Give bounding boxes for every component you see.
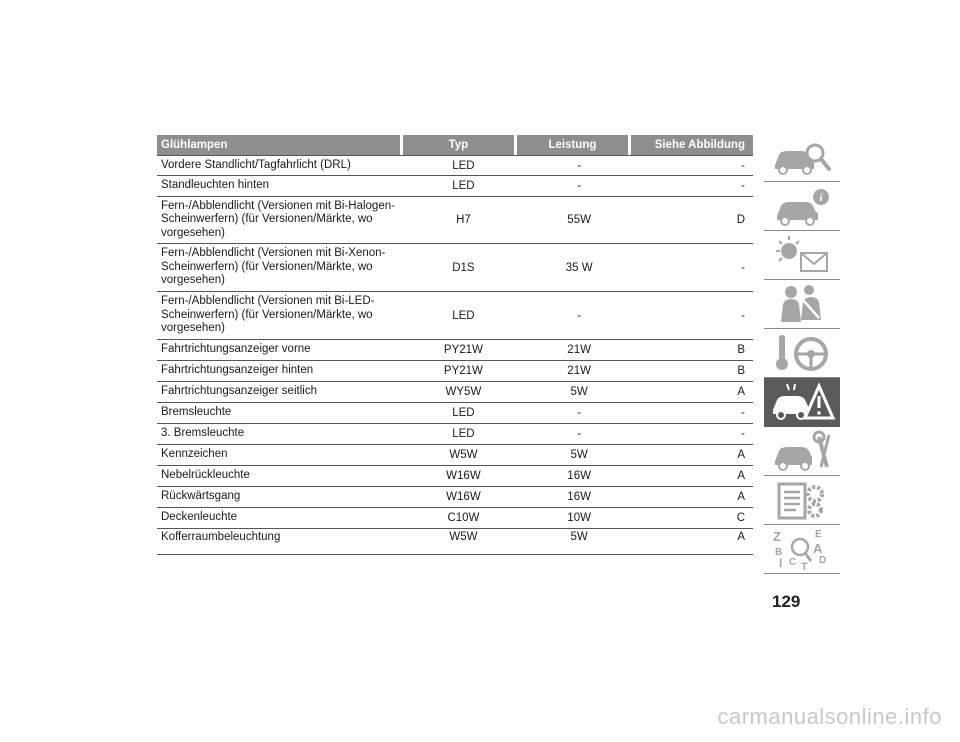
- bulb-power: 21W: [567, 365, 591, 377]
- bulb-figure: A: [737, 449, 745, 461]
- bulb-figure: D: [736, 214, 745, 226]
- bulb-power: 5W: [570, 386, 588, 398]
- table-row: [157, 382, 753, 403]
- index-letter: E: [815, 529, 822, 540]
- bulb-power: -: [577, 159, 582, 172]
- tab-safety[interactable]: [764, 280, 840, 329]
- table-row: [157, 155, 753, 176]
- bulb-power: 5W: [570, 449, 588, 461]
- alphabetical-index-icon: [767, 527, 837, 571]
- table-row: [157, 403, 753, 424]
- bulb-type: LED: [452, 407, 475, 419]
- warning-light-message-icon: [767, 233, 837, 277]
- bulb-power: 10W: [567, 512, 591, 524]
- table-row: [157, 424, 753, 445]
- header-bulbs: Glühlampen: [157, 135, 400, 155]
- table-row: [157, 340, 753, 361]
- bulb-type: W5W: [449, 449, 478, 461]
- bulb-power: 21W: [567, 344, 591, 356]
- tab-emergency[interactable]: [764, 378, 840, 427]
- table-row: [157, 529, 753, 555]
- bulb-type: H7: [456, 214, 471, 226]
- bulb-type: PY21W: [443, 344, 483, 356]
- bulb-type: LED: [452, 159, 475, 172]
- index-letter: D: [819, 555, 827, 566]
- bulb-figure: B: [737, 344, 745, 356]
- table-row: [157, 445, 753, 466]
- bulb-power: -: [577, 309, 582, 322]
- bulb-power: 55W: [567, 214, 591, 226]
- header-type: Typ: [403, 135, 514, 155]
- bulb-name: 3. Bremsleuchte: [161, 427, 245, 440]
- table-row: [157, 244, 753, 292]
- car-wrench-icon: [767, 429, 837, 473]
- index-letter: T: [801, 561, 808, 571]
- bulb-name: Kofferraumbeleuchtung: [161, 531, 281, 543]
- tab-starting-driving[interactable]: [764, 329, 840, 378]
- page-number: 129: [772, 592, 801, 611]
- bulb-name: Fahrtrichtungsanzeiger vorne: [161, 343, 311, 356]
- bulb-power: 16W: [567, 470, 591, 482]
- table-row: [157, 176, 753, 197]
- bulb-name: Nebelrückleuchte: [161, 469, 250, 482]
- table-row: [157, 361, 753, 382]
- bulb-table: [157, 135, 753, 555]
- bulb-figure: A: [737, 386, 745, 398]
- table-row: [157, 508, 753, 529]
- car-magnifier-icon: [767, 135, 837, 179]
- tab-car-info[interactable]: [764, 182, 840, 231]
- bulb-power: 5W: [570, 531, 588, 543]
- tab-index[interactable]: [764, 525, 840, 574]
- bulb-power: -: [577, 407, 582, 419]
- bulb-figure: -: [741, 309, 745, 322]
- bulb-name: Fern-/Abblendlicht (Versionen mit Bi-Xenon-Scheinwerfern) (für Versionen/Märkte, wo vorgesehen): [161, 247, 386, 287]
- bulb-type: W16W: [446, 491, 481, 503]
- bulb-type: LED: [452, 180, 475, 192]
- tab-technical-data[interactable]: [764, 476, 840, 525]
- bulb-figure: -: [741, 261, 745, 274]
- bulb-name: Bremsleuchte: [161, 406, 232, 419]
- bulb-type: LED: [452, 428, 475, 440]
- bulb-figure: -: [741, 159, 745, 172]
- index-letter: A: [813, 541, 823, 556]
- bulb-figure: -: [741, 180, 745, 192]
- svg-text:i: i: [819, 192, 823, 204]
- bulb-power: -: [577, 428, 582, 440]
- bulb-power: 16W: [567, 491, 591, 503]
- spec-sheet-gear-icon: [767, 478, 837, 522]
- bulb-type: WY5W: [445, 386, 482, 398]
- header-see-figure: Siehe Abbildung: [631, 135, 753, 155]
- bulb-name: Vordere Standlicht/Tagfahrlicht (DRL): [161, 158, 351, 171]
- table-row: [157, 197, 753, 244]
- bulb-name: Fahrtrichtungsanzeiger hinten: [161, 364, 314, 377]
- tab-servicing[interactable]: [764, 427, 840, 476]
- bulb-name: Fahrtrichtungsanzeiger seitlich: [161, 385, 317, 398]
- car-breakdown-warning-icon: [767, 380, 837, 424]
- index-letter: I: [779, 556, 783, 570]
- bulb-figure: A: [737, 491, 745, 503]
- bulb-name: Standleuchten hinten: [161, 179, 270, 192]
- table-row: [157, 466, 753, 487]
- bulb-figure: A: [737, 470, 745, 482]
- tab-warning-lights[interactable]: [764, 231, 840, 280]
- bulb-type: D1S: [452, 261, 475, 274]
- watermark: carmanualsonline.info: [717, 704, 942, 729]
- bulb-name: Fern-/Abblendlicht (Versionen mit Bi-Halogen-Scheinwerfern) (für Versionen/Märkte, wo vorgesehen): [161, 199, 395, 239]
- header-power: Leistung: [517, 135, 628, 155]
- table-row: [157, 487, 753, 508]
- bulb-type: LED: [452, 309, 475, 322]
- bulb-type: PY21W: [443, 365, 483, 377]
- bulb-figure: -: [741, 407, 745, 419]
- bulb-type: W5W: [449, 531, 478, 543]
- bulb-figure: -: [741, 428, 745, 440]
- table-row: [157, 292, 753, 340]
- table-header: [157, 135, 753, 155]
- passenger-seatbelt-icon: [767, 282, 837, 326]
- bulb-type: C10W: [447, 512, 480, 524]
- index-letter: C: [789, 557, 797, 568]
- tab-car-knowledge[interactable]: [764, 133, 840, 182]
- bulb-name: Rückwärtsgang: [161, 490, 241, 503]
- car-info-icon: [767, 184, 837, 228]
- key-steering-wheel-icon: [767, 331, 837, 375]
- bulb-figure: C: [736, 512, 745, 524]
- bulb-type: W16W: [446, 470, 481, 482]
- bulb-name: Kennzeichen: [161, 448, 228, 461]
- bulb-name: Deckenleuchte: [161, 511, 238, 524]
- bulb-power: 35 W: [565, 261, 593, 274]
- bulb-name: Fern-/Abblendlicht (Versionen mit Bi-LED-Scheinwerfern) (für Versionen/Märkte, wo vorgesehen): [161, 295, 375, 335]
- bulb-figure: A: [737, 531, 745, 543]
- index-letter: Z: [773, 529, 781, 544]
- bulb-figure: B: [737, 365, 745, 377]
- index-letter: B: [775, 547, 783, 558]
- bulb-power: -: [577, 180, 582, 192]
- chapter-sidebar: [764, 133, 840, 574]
